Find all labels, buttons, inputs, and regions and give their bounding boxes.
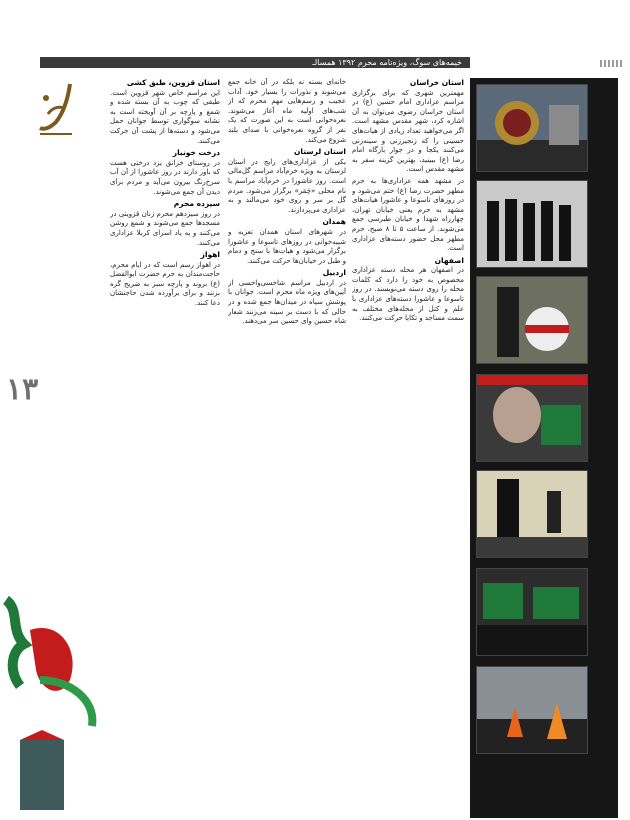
section-body: در شهرهای استان همدان تعزیه و شبیه‌خوانی در روزهای تاسوعا و عاشورا برگزار می‌شود و هیات‌ها با سنج و دمام و طبل در خیابان‌ها حرکت می‌کنند.	[228, 227, 346, 265]
section-body: در روستای خرانق یزد درختی هست که باور دارند در روز عاشورا از آن آب سرخ‌رنگ بیرون می‌آید و مردم برای دیدن آن جمع می‌شوند.	[110, 158, 220, 196]
photo-green-alams	[476, 568, 588, 656]
photo-drummer	[476, 276, 588, 364]
section-heading: درخت خونبار	[172, 148, 220, 158]
section-body: در اردبیل مراسم شاخسی‌واخسی از آیین‌های ویژه ماه محرم است. جوانان با پوشش سیاه در میدان‌ها جمع شده و در حالی که با دست بر سینه می‌زنند شعار شاه حسین وای حسین سر می‌دهند.	[228, 278, 346, 326]
section-body: خانه‌ای بسته نه بلکه در آن خانه جمع می‌شوند و نذورات را بسیار خود. آداب عجیب و رسم‌هایی مهم محرم که از شب‌های اولیه ماه آغاز می‌شوند. نعره‌خوانی است به این صورت که یک نفر از گروه نعره‌خوانی با صدای بلند شروع می‌کند.	[228, 78, 346, 144]
section-heading: استان لرستان	[294, 147, 346, 157]
section-heading: همدان	[322, 217, 346, 227]
section-body: در اصفهان هر محله دسته عزاداری مخصوص به خود را دارد که کلمات محله را روی دسته می‌نویسند. در روز تاسوعا و عاشورا دسته‌های عزاداری با علم و کتل از محله‌های مختلف به سمت مساجد و تکایا حرکت می‌کنند.	[352, 266, 464, 323]
header-stripes-icon	[600, 60, 630, 67]
section-heading: سیزده محرم	[173, 199, 220, 209]
page-number: ۱۳	[6, 372, 39, 407]
decorative-alam-icon	[0, 590, 110, 820]
photo-fire-ritual	[476, 666, 588, 754]
section-heading: اصفهان	[434, 255, 464, 265]
header-bar	[40, 57, 470, 68]
section-heading: اهواز	[200, 250, 220, 260]
section-heading: اردبیل	[322, 268, 346, 278]
section-body: یکی از عزاداری‌های رایج در استان لرستان به ویژه خرم‌آباد مراسم گل‌مالی است. روز عاشورا در خرم‌آباد مراسم با نام محلی «چَمَر» برگزار می‌شود. مردم گل بر سر و روی خود می‌مالند و به عزاداری می‌پردازند.	[228, 157, 346, 214]
section-body: در مشهد همه عزاداری‌ها به حرم مطهر حضرت رضا (ع) ختم می‌شود و در روزهای تاسوعا و عاشورا هیات‌های مشهد به حرم یعنی خیابان تهران، چهارراه شهدا و خیابان طبرسی جمع می‌شوند. از ساعت ۵ تا ۸ صبح، حرم مطهر محل حضور دسته‌های عزاداری است.	[352, 176, 464, 253]
photo-mourners-line	[476, 180, 588, 268]
logo-calligraphy-icon	[34, 78, 78, 138]
photo-shrine-crowd	[476, 84, 588, 172]
section-body: مهمترین شهری که برای برگزاری مراسم عزاداری امام حسین (ع) در استان خراسان رضوی می‌توان به آن اشاره کرد، شهر مقدس مشهد است. اگر می‌خواهید تعداد زیادی از هیات‌های حسینی را که زنجیرزنی و سینه‌زنی می‌کنند یکجا و در جوار بارگاه امام رضا (ع) ببینید، بهترین گزینه سفر به مشهد مقدس است.	[352, 88, 464, 174]
text-column-left	[110, 78, 220, 678]
section-body: در روز سیزدهم محرم زنان قزوینی در مسجدها جمع می‌شوند و شمع روشن می‌کنند و به یاد اسرای کربلا عزاداری می‌کنند.	[110, 209, 220, 247]
header-title: خیمه‌های سوگ، ویژه‌نامه محرم ۱۳۹۲ همسالـ	[312, 58, 462, 67]
text-column-right	[352, 78, 464, 814]
photo-black-banners	[476, 470, 588, 558]
section-body: این مراسم خاص شهر قزوین است. طبقی که چوب به آن بسته شده و شمع و پارچه بر آن آویخته است به نشانه سوگواری توسط جوانان حمل می‌شود و دسته‌ها از پشت آن حرکت می‌کنند.	[110, 88, 220, 145]
photo-mourner-closeup	[476, 374, 588, 462]
section-body: در اهواز رسم است که در ایام محرم، حاجت‌مندان به حرم حضرت ابوالفضل (ع) بروند و پارچه سبز به ضریح گره بزنند و برای برآورده شدن حاجتشان دعا کنند.	[110, 260, 220, 308]
magazine-logo	[34, 78, 78, 138]
text-column-middle	[228, 78, 346, 814]
section-heading: استان خراسان	[409, 78, 464, 87]
section-heading: استان قزوین، طبق کشی	[126, 78, 220, 87]
